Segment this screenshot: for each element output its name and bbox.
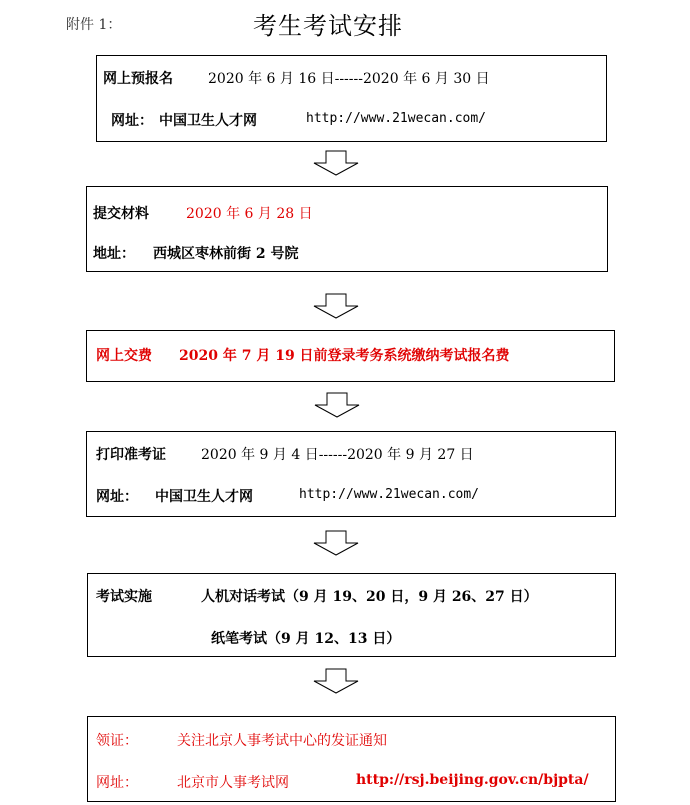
step1-site-name: 中国卫生人才网: [159, 113, 257, 129]
step4-site-label: 网址：: [96, 489, 138, 505]
step4-label: 打印准考证: [96, 447, 166, 463]
step6-text: 关注北京人事考试中心的发证通知: [177, 733, 387, 749]
step3-text: 2020 年 7 月 19 日前登录考务系统缴纳考试报名费: [179, 348, 510, 364]
step1-url-link[interactable]: http://www.21wecan.com/: [306, 111, 487, 126]
step4-url-link[interactable]: http://www.21wecan.com/: [299, 487, 480, 502]
down-arrow-icon: [311, 530, 361, 556]
step1-label: 网上预报名: [103, 71, 173, 87]
step6-site-name: 北京市人事考试网: [177, 775, 289, 791]
down-arrow-icon: [311, 150, 361, 176]
step1-site-label: 网址：: [111, 113, 153, 129]
down-arrow-icon: [312, 392, 362, 418]
down-arrow-icon: [311, 293, 361, 319]
step2-label: 提交材料: [93, 206, 149, 222]
step5-computer-exam: 人机对话考试（9 月 19、20 日，9 月 26、27 日）: [201, 589, 538, 605]
step2-date: 2020 年 6 月 28 日: [186, 206, 313, 222]
page-title: 考生考试安排: [253, 12, 403, 40]
step4-date: 2020 年 9 月 4 日------2020 年 9 月 27 日: [201, 447, 474, 463]
step2-address-label: 地址：: [93, 246, 135, 262]
step4-site-name: 中国卫生人才网: [155, 489, 253, 505]
step5-paper-exam: 纸笔考试（9 月 12、13 日）: [211, 631, 401, 647]
annex-label: 附件 1：: [66, 17, 122, 33]
step-receive-certificate: [87, 716, 616, 802]
down-arrow-icon: [311, 668, 361, 694]
step6-site-label: 网址：: [96, 775, 138, 791]
step3-label: 网上交费: [96, 348, 152, 364]
step2-address: 西城区枣林前街 2 号院: [153, 246, 299, 262]
step6-url-link[interactable]: http://rsj.beijing.gov.cn/bjpta/: [356, 772, 589, 788]
step6-label: 领证：: [96, 733, 138, 749]
step1-date: 2020 年 6 月 16 日------2020 年 6 月 30 日: [208, 71, 490, 87]
step5-label: 考试实施: [96, 589, 152, 605]
